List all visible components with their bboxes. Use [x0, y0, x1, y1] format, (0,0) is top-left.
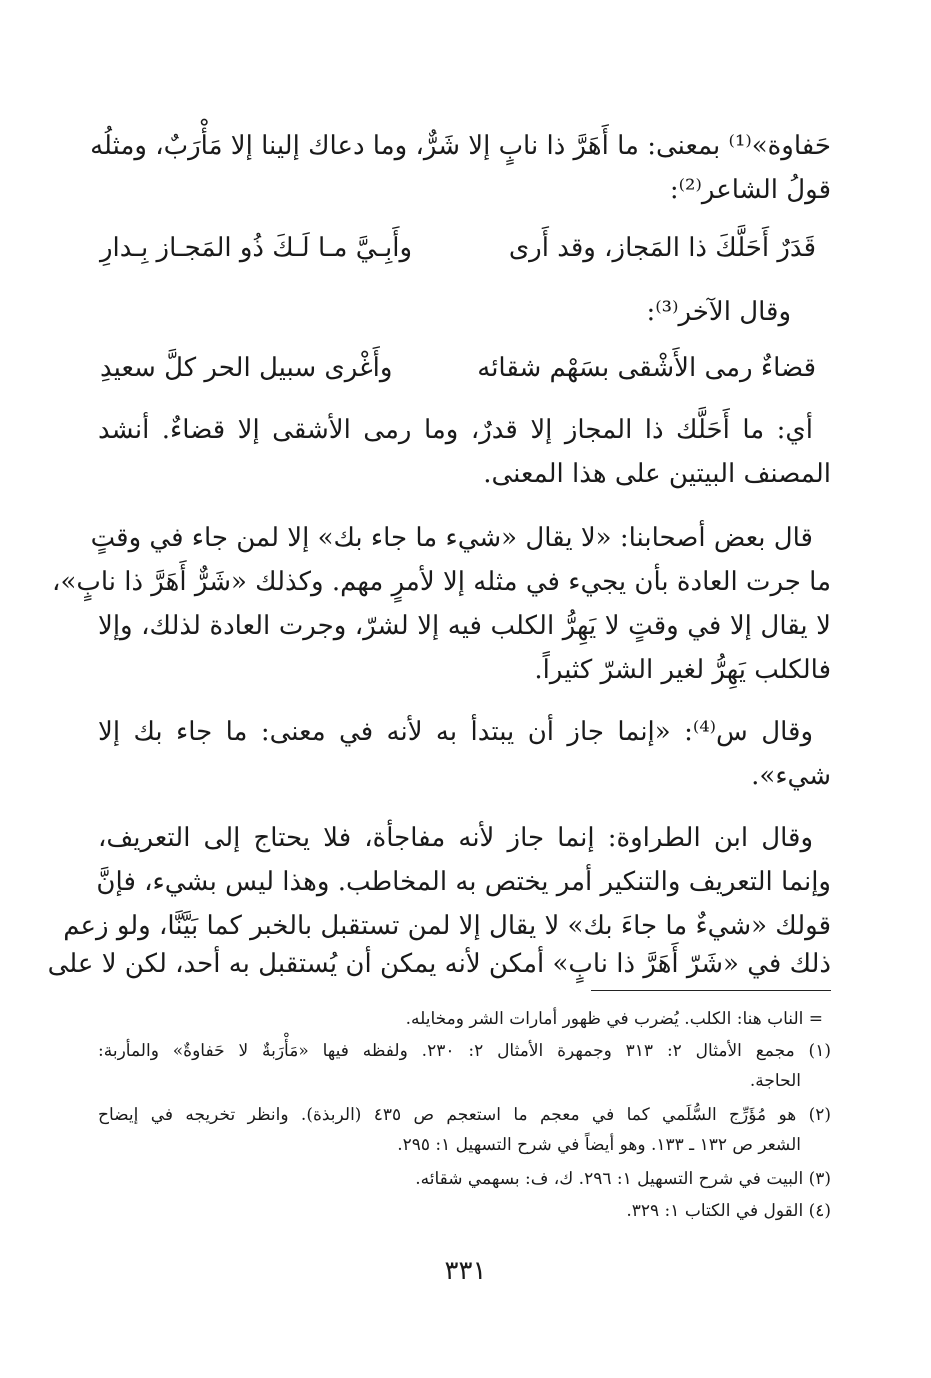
verse-hemistich-second: وأَبِـيَّ مـا لَـكَ ذُو المَجـاز بِـدارِ [100, 233, 413, 263]
body-line: قال بعض أصحابنا: «لا يقال «شيء ما جاء بك» إلا لمن جاء في وقتٍ [90, 523, 813, 553]
body-line: فالكلب يَهِرُّ لغير الشرّ كثيراً. [534, 655, 831, 685]
body-line: لا يقال إلا في وقتٍ لا يَهِرُّ الكلب فيه إلا لشرّ، وجرت العادة لذلك، وإلا [98, 611, 831, 641]
body-line: قولك «شيءٌ ما جاءَ بك» لا يقال إلا لمن تستقبل بالخبر كما بَيَّنَّا، ولو زعم [63, 911, 831, 941]
footnote-divider [591, 990, 831, 991]
footnote-2-cont: الشعر ص ١٣٢ ـ ١٣٣. وهو أيضاً في شرح التسهيل ١: ٢٩٥. [397, 1135, 801, 1155]
page-number: ٣٣١ [444, 1256, 487, 1286]
footnote-1: (١) مجمع الأمثال ٢: ٣١٣ وجمهرة الأمثال ٢: ٢٣٠. ولفظه فيها «مَأْرَبةٌ لا حَفاوةٌ» والمأربة: [98, 1041, 831, 1061]
verse-hemistich-first: قَدَرٌ أَحَلَّكَ ذا المَجاز، وقد أَرى [508, 233, 816, 263]
body-line: وقال س⁽⁴⁾: «إنما جاز أن يبتدأ به لأنه في معنى: ما جاء بك إلا [98, 717, 813, 747]
body-line: حَفاوة»⁽¹⁾ بمعنى: ما أَهَرَّ ذا نابٍ إلا شَرٌّ، وما دعاك إلينا إلا مَأْرَبٌ، ومثلُه [90, 131, 831, 161]
verse-hemistich-first: قضاءٌ رمى الأَشْقى بسَهْم شقائه [477, 353, 816, 383]
footnote-3: (٣) البيت في شرح التسهيل ١: ٢٩٦. ك، ف: بسهمي شقائه. [415, 1169, 831, 1189]
footnote-4: (٤) القول في الكتاب ١: ٣٢٩. [626, 1201, 831, 1221]
footnote-2: (٢) هو مُؤَرِّج السُّلَمي كما في معجم ما استعجم ص ٤٣٥ (الربذة). وانظر تخريجه في إيضاح [98, 1105, 831, 1125]
body-line: وقال ابن الطراوة: إنما جاز لأنه مفاجأة، فلا يحتاج إلى التعريف، [98, 823, 813, 853]
body-line: وإنما التعريف والتنكير أمر يختص به المخاطب. وهذا ليس بشيء، فإنَّ [96, 867, 831, 897]
verse-hemistich-second: وأَغْرى سبيل الحر كلَّ سعيدِ [100, 353, 393, 383]
body-line: ما جرت العادة بأن يجيء في مثله إلا لأمرٍ مهم. وكذلك «شَرٌّ أَهَرَّ ذا نابٍ»، [52, 567, 831, 597]
body-line: المصنف البيتين على هذا المعنى. [483, 459, 831, 489]
body-line: وقال الآخر⁽³⁾: [646, 297, 791, 327]
body-line: أي: ما أَحَلَّك ذا المجاز إلا قدرٌ، وما رمى الأشقى إلا قضاءٌ. أنشد [98, 415, 813, 445]
footnote-1-cont: الحاجة. [749, 1071, 801, 1091]
body-line: شيء». [751, 761, 831, 791]
body-line: ذلك في «شَرّ أَهَرَّ ذا نابٍ» أمكن لأنه يمكن أن يُستقبل به أحد، لكن لا على [47, 949, 831, 979]
body-line: قولُ الشاعر⁽²⁾: [669, 175, 831, 205]
footnote-continuation: = الناب هنا: الكلب. يُضرب في ظهور أمارات الشر ومخايله. [405, 1009, 823, 1029]
